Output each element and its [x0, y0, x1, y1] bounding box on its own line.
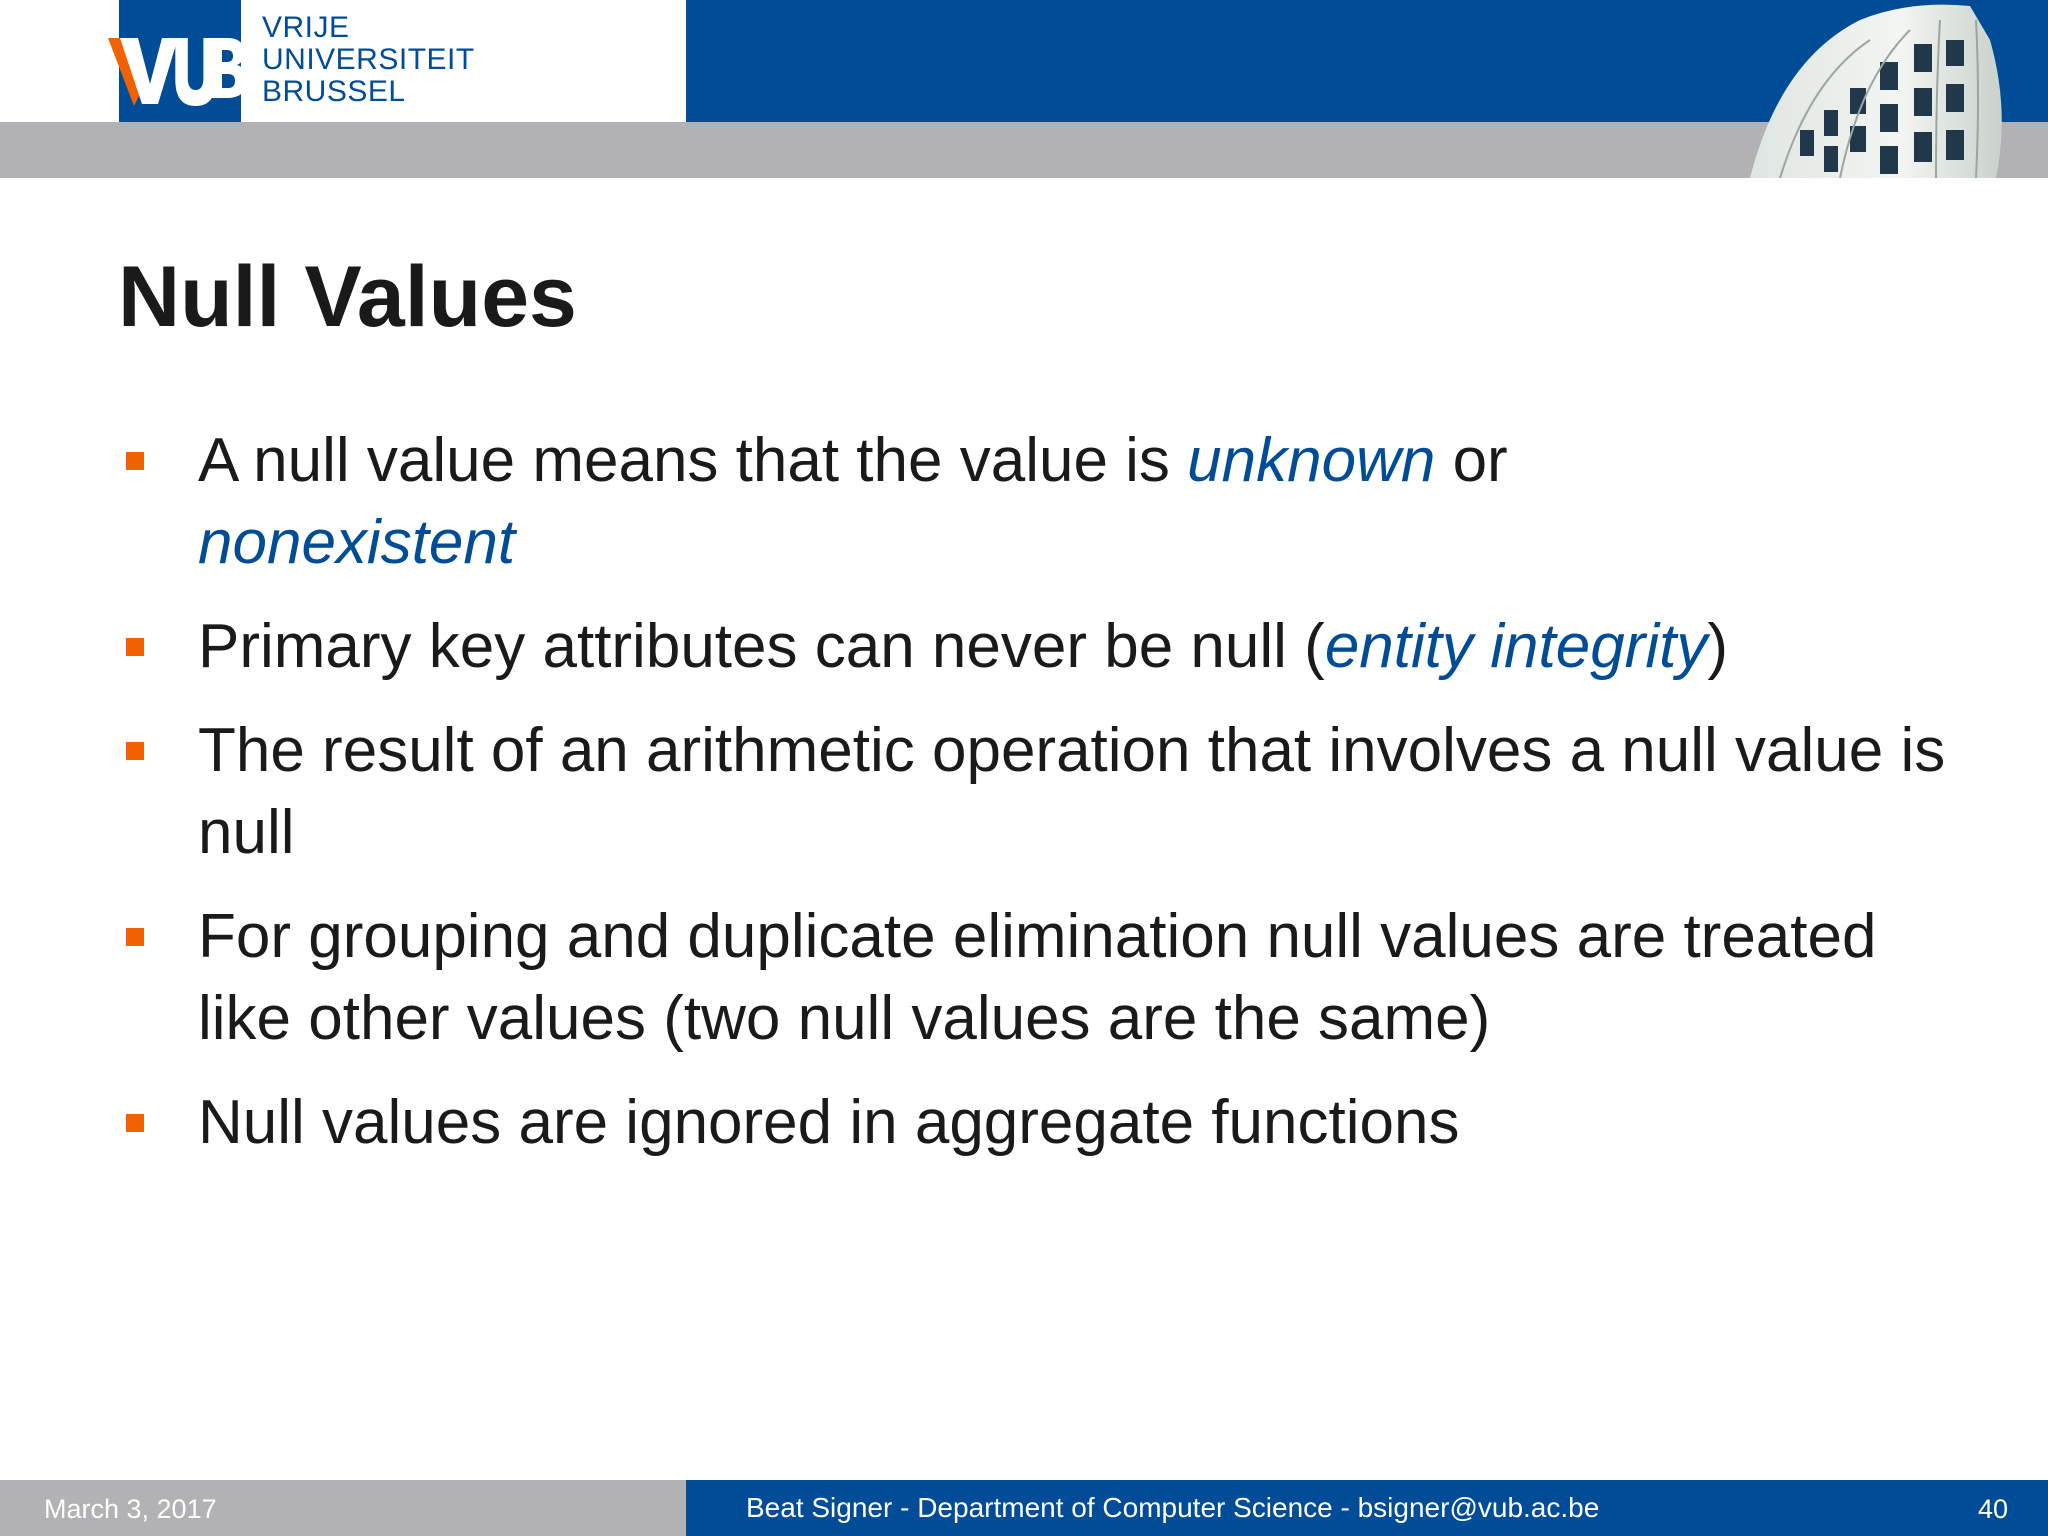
logo-line-2: UNIVERSITEIT — [262, 43, 475, 76]
square-bullet-icon — [126, 742, 144, 760]
list-item — [118, 896, 1948, 1060]
building-photo — [1740, 0, 2040, 178]
page-number: 40 — [1977, 1494, 2008, 1524]
bullet-list — [118, 420, 1948, 1186]
bullet-text: Null values are ignored in aggregate functions — [198, 1088, 1460, 1157]
list-item — [118, 420, 1948, 584]
logo-line-1: VRIJE — [262, 11, 350, 44]
university-name — [262, 12, 475, 108]
vub-logo-icon — [108, 18, 248, 108]
page-title: Null Values — [118, 249, 577, 345]
footer-credit: Beat Signer - Department of Computer Science - bsigner@vub.ac.be — [746, 1492, 1600, 1523]
bullet-text: A null value means that the value is — [198, 426, 1188, 495]
footer-date: March 3, 2017 — [44, 1494, 217, 1524]
list-item — [118, 1082, 1948, 1164]
square-bullet-icon — [126, 638, 144, 656]
emphasis-nonexistent: nonexistent — [198, 508, 516, 577]
bullet-text: The result of an arithmetic operation that involves a null value is null — [198, 716, 1946, 867]
bullet-text: For grouping and duplicate elimination null values are treated like other values (two null values are the same) — [198, 902, 1877, 1053]
square-bullet-icon — [126, 1114, 144, 1132]
list-item — [118, 710, 1948, 874]
emphasis-entity-integrity: entity integrity — [1324, 612, 1708, 681]
list-item — [118, 606, 1948, 688]
emphasis-unknown: unknown — [1187, 426, 1436, 495]
logo-line-3: BRUSSEL — [262, 75, 406, 108]
bullet-text: ) — [1707, 612, 1728, 681]
square-bullet-icon — [126, 928, 144, 946]
square-bullet-icon — [126, 452, 144, 470]
bullet-text: or — [1435, 426, 1508, 495]
bullet-text: Primary key attributes can never be null ( — [198, 612, 1325, 681]
